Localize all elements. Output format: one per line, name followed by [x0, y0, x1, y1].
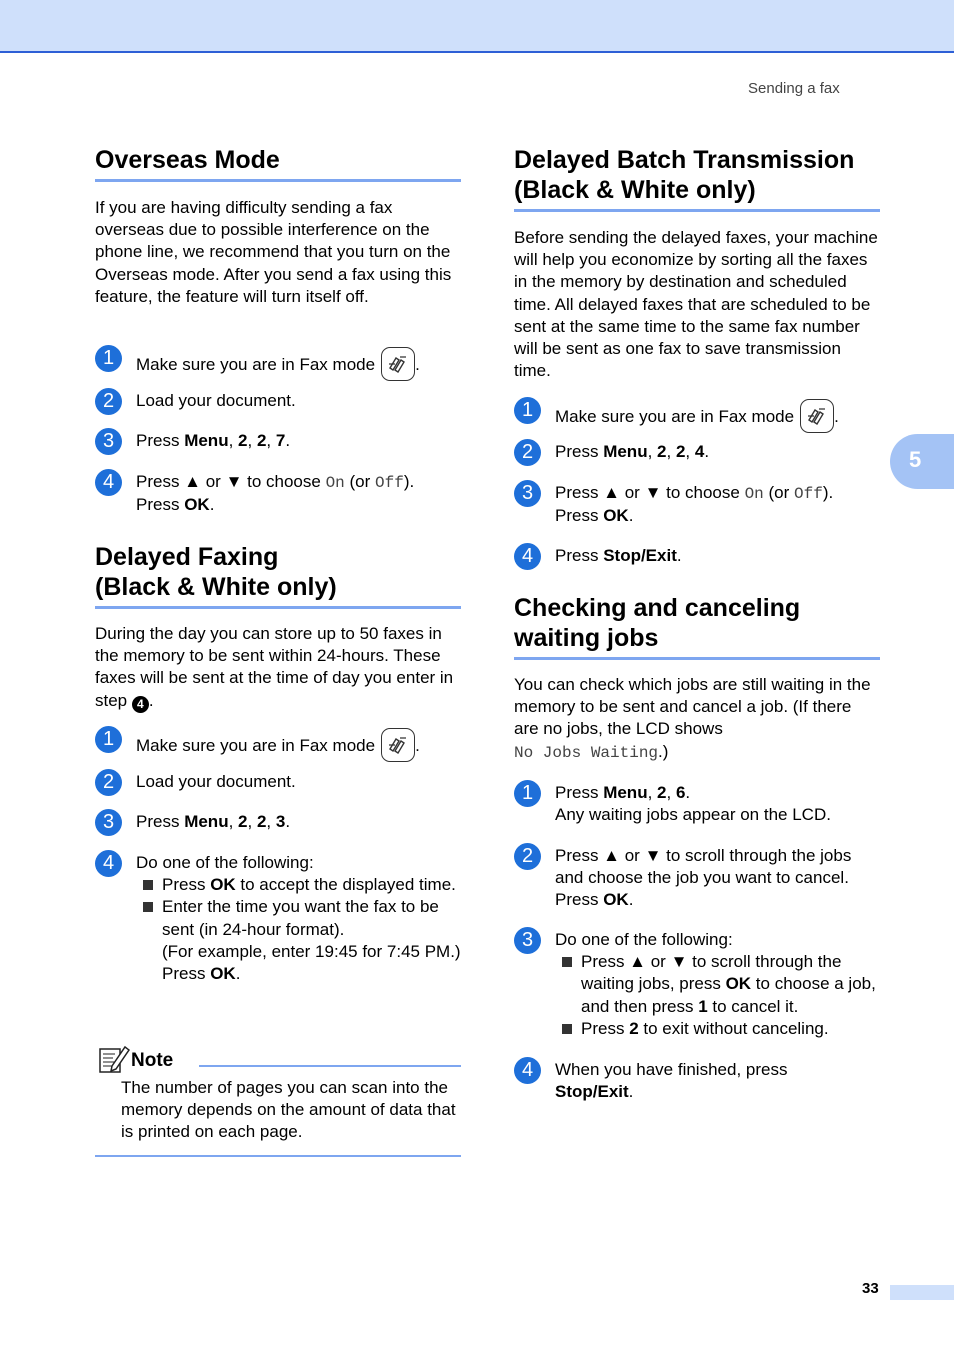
option-text: to choose a job, and then press [581, 974, 876, 1016]
step-text: Press ▲ or ▼ to choose [555, 483, 745, 502]
option-text: to cancel it. [707, 996, 799, 1016]
step-number: 4 [95, 469, 122, 496]
fax-mode-icon [800, 399, 834, 433]
step-number: 2 [95, 388, 122, 415]
note-text: The number of pages you can scan into the memory depends on the amount of data that is printed on each page. [121, 1078, 456, 1142]
step-text: Do one of the following: [136, 853, 314, 872]
ok-key: OK [725, 974, 752, 994]
chapter-tab [890, 434, 954, 489]
step-text: Load your document. [136, 391, 296, 410]
step-text: ). [822, 483, 834, 502]
stop-exit-key: Stop/Exit [603, 546, 677, 565]
running-header: Sending a fax [748, 80, 840, 97]
lcd-on: On [744, 485, 764, 503]
heading-line: Delayed Batch Transmission [514, 146, 855, 174]
fax-mode-icon [381, 728, 415, 762]
option-text: to exit without canceling. [638, 1018, 829, 1038]
step-number: 2 [95, 769, 122, 796]
step-number: 1 [95, 345, 122, 372]
batch-heading [514, 145, 880, 212]
batch-step-2: 2 Press Menu, 2, 2, 4. [514, 441, 880, 463]
checking-heading [514, 593, 880, 660]
option-text: (For example, enter 19:45 for 7:45 PM.) [162, 941, 461, 961]
checking-step-2: 2 Press ▲ or ▼ to scroll through the jobs and choose the job you want to cancel. Press OK. [514, 845, 880, 912]
intro-text: During the day you can store up to 50 faxes in the memory to be sent within 24-hours. These faxes will be sent at the time of day you enter in step [95, 624, 454, 710]
note-divider [199, 1065, 461, 1067]
option-text: to accept the displayed time. [235, 875, 456, 895]
key: 7 [275, 431, 286, 450]
step-text: (or [763, 483, 794, 502]
step-press: Press [136, 495, 185, 515]
step-number: 3 [514, 927, 541, 954]
checking-step-1: 1 Press Menu, 2, 6. Any waiting jobs appear on the LCD. [514, 782, 880, 826]
option-text: Press [162, 964, 211, 984]
key: 2 [238, 431, 248, 450]
step-press: Press [136, 812, 185, 831]
delayed-faxing-intro: During the day you can store up to 50 faxes in the memory to be sent within 24-hours. These faxes will be sent at the time of day you enter in step 4 . [95, 624, 454, 711]
ok-key: OK [210, 875, 236, 895]
menu-key: Menu [184, 431, 229, 450]
step-number: 1 [95, 726, 122, 753]
step-text: Make sure you are in Fax mode [136, 355, 376, 374]
overseas-step-2 [95, 390, 461, 412]
option-item [143, 874, 461, 896]
fax-mode-icon [381, 347, 415, 381]
step-ref-badge: 4 [132, 696, 149, 713]
batch-step-1: 1 Make sure you are in Fax mode . [514, 399, 880, 433]
step-number: 4 [514, 543, 541, 570]
key: 2 [657, 783, 667, 802]
delayed-step-2 [95, 771, 461, 793]
step-number: 1 [514, 780, 541, 807]
ok-key: OK [210, 964, 236, 984]
intro-text: .) [658, 741, 669, 761]
option-text: Enter the time you want the fax to be sent (in 24-hour format). [162, 897, 439, 939]
ok-key: OK [603, 506, 629, 526]
lcd-off: Off [794, 485, 823, 503]
heading-line: (Black & White only) [95, 573, 337, 601]
step-text: (or [344, 472, 375, 491]
step-text: Load your document. [136, 772, 296, 791]
option-item [562, 1018, 880, 1040]
key: 2 [256, 812, 267, 831]
key: 2 [256, 431, 267, 450]
step-text: Make sure you are in Fax mode [555, 407, 795, 426]
option-text: Press [162, 875, 211, 895]
key: 3 [275, 812, 286, 831]
option-text: Press ▲ or ▼ to scroll through the waiting jobs, press [581, 952, 842, 994]
step-number: 3 [95, 809, 122, 836]
key: 2 [238, 812, 248, 831]
batch-intro: Before sending the delayed faxes, your machine will help you economize by sorting all the faxes in the memory by destination and scheduled time. All delayed faxes that are scheduled to be sent at the same time to the same fax number will be sent as one fax to save transmission time. [514, 228, 878, 381]
checking-step-3 [514, 929, 880, 1040]
delayed-step-1: 1 Make sure you are in Fax mode . [95, 728, 461, 762]
lcd-off: Off [375, 474, 404, 492]
top-banner [0, 0, 954, 53]
note-pencil-icon [98, 1044, 130, 1074]
menu-key: Menu [603, 442, 648, 461]
key: 2 [657, 442, 667, 461]
menu-key: Menu [184, 812, 229, 831]
option-list [562, 951, 880, 1040]
delayed-step-3: 3 Press Menu, 2, 2, 3. [95, 811, 461, 833]
step-number: 3 [514, 480, 541, 507]
note-title: Note [131, 1050, 174, 1071]
step-press: Press [555, 783, 604, 802]
overseas-step-4: 4 Press ▲ or ▼ to choose On (or Off). Press OK. [95, 471, 461, 516]
step-text: Any waiting jobs appear on the LCD. [555, 805, 831, 825]
intro-text: You can check which jobs are still waiting in the memory to be sent and cancel a job. (If there are no jobs, the LCD shows [514, 675, 871, 739]
lcd-on: On [325, 474, 345, 492]
batch-step-4: 4 Press Stop/Exit. [514, 545, 880, 567]
step-text: When you have finished, press [555, 1060, 788, 1079]
step-text: ). [403, 472, 415, 491]
key: 4 [694, 442, 705, 461]
step-number: 1 [514, 397, 541, 424]
step-press: Press [555, 890, 604, 910]
step-number: 4 [514, 1057, 541, 1084]
checking-step-4: 4 When you have finished, press Stop/Exit. [514, 1059, 880, 1103]
batch-step-3: 3 Press ▲ or ▼ to choose On (or Off). Press OK. [514, 482, 880, 527]
step-number: 4 [95, 850, 122, 877]
note-box [95, 1043, 461, 1157]
delayed-faxing-heading [95, 542, 461, 609]
page-number-bar [890, 1285, 954, 1300]
step-number: 2 [514, 843, 541, 870]
overseas-mode-heading: Overseas Mode [95, 145, 461, 182]
key: 6 [675, 783, 686, 802]
option-item: Enter the time you want the fax to be sent (in 24-hour format). (For example, enter 19:45 for 7:45 PM.) Press OK. [143, 896, 461, 985]
option-text: Press [581, 1018, 630, 1038]
key: 1 [698, 996, 708, 1016]
page-number: 33 [862, 1280, 879, 1297]
overseas-step-1: 1 Make sure you are in Fax mode . [95, 347, 461, 381]
option-item [562, 951, 880, 1018]
lcd-no-jobs: No Jobs Waiting [514, 743, 659, 762]
heading-line: Checking and canceling [514, 594, 801, 622]
chapter-number: 5 [909, 447, 922, 472]
heading-line: (Black & White only) [514, 176, 756, 204]
key: 2 [675, 442, 686, 461]
overseas-intro: If you are having difficulty sending a fax overseas due to possible interference on the phone line, we recommend that you turn on the Overseas mode. After you send a fax using this feature, the feature will turn itself off. [95, 198, 452, 306]
step-text: Do one of the following: [555, 930, 733, 949]
heading-line: waiting jobs [514, 624, 659, 652]
step-press: Press [136, 431, 185, 450]
stop-exit-key: Stop/Exit [555, 1082, 629, 1102]
ok-key: OK [184, 495, 210, 515]
step-press: Press [555, 506, 604, 526]
step-number: 3 [95, 428, 122, 455]
ok-key: OK [603, 890, 629, 910]
step-text: Press ▲ or ▼ to scroll through the jobs and choose the job you want to cancel. [555, 846, 852, 888]
checking-intro [514, 674, 880, 764]
option-list [143, 874, 461, 985]
delayed-step-4 [95, 852, 461, 985]
step-press: Press [555, 546, 604, 565]
heading-line: Delayed Faxing [95, 543, 279, 571]
overseas-step-3: 3 Press Menu, 2, 2, 7. [95, 430, 461, 452]
step-number: 2 [514, 439, 541, 466]
step-text: Make sure you are in Fax mode [136, 736, 376, 755]
step-text: Press ▲ or ▼ to choose [136, 472, 326, 491]
menu-key: Menu [603, 783, 648, 802]
step-press: Press [555, 442, 604, 461]
key: 2 [629, 1018, 639, 1038]
